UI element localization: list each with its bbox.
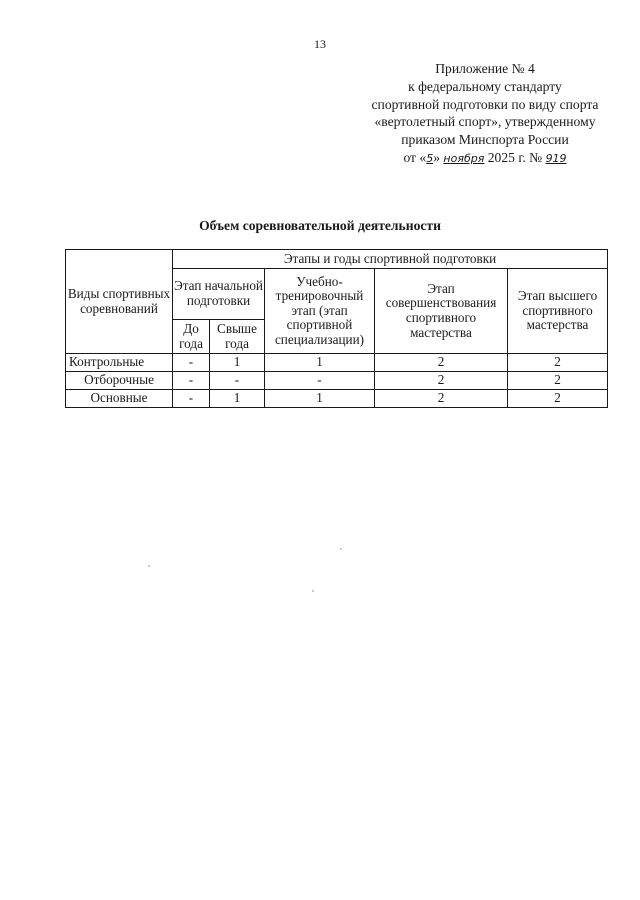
cell-value: 2 xyxy=(508,354,608,372)
scan-speck xyxy=(340,548,342,550)
cell-value: 2 xyxy=(508,372,608,390)
cell-value: - xyxy=(173,354,210,372)
appendix-line2: к федеральному стандарту xyxy=(408,78,562,94)
appendix-date-line xyxy=(340,149,630,168)
cell-value: 1 xyxy=(265,354,375,372)
header-initial-up-to-year: До года xyxy=(173,320,210,354)
appendix-line3: спортивной подготовки по виду спорта xyxy=(371,96,599,112)
cell-value: 2 xyxy=(375,354,508,372)
header-stage-training: Учебно-тренировочный этап (этап спортивной специализации) xyxy=(265,269,375,354)
scan-speck xyxy=(148,565,150,567)
date-quote: » xyxy=(433,149,440,165)
cell-value: - xyxy=(265,372,375,390)
date-year: 2025 г. № xyxy=(487,149,543,165)
cell-value: 2 xyxy=(508,390,608,408)
row-name: Основные xyxy=(66,390,173,408)
cell-value: - xyxy=(210,372,265,390)
table-row xyxy=(66,372,608,390)
cell-value: - xyxy=(173,372,210,390)
table-row xyxy=(66,354,608,372)
cell-value: 1 xyxy=(210,354,265,372)
competition-volume-table xyxy=(65,249,608,408)
header-competition-types: Виды спортивных соревнований xyxy=(66,250,173,354)
cell-value: - xyxy=(173,390,210,408)
header-stage-improvement: Этап совершенствования спортивного мастерства xyxy=(375,269,508,354)
date-month: ноября xyxy=(443,151,485,165)
header-stages-group: Этапы и годы спортивной подготовки xyxy=(173,250,608,269)
cell-value: 1 xyxy=(210,390,265,408)
document-title: Объем соревновательной деятельности xyxy=(199,218,441,233)
header-initial-over-year: Свыше года xyxy=(210,320,265,354)
table-header-row-1 xyxy=(66,250,608,269)
row-name: Контрольные xyxy=(66,354,173,372)
cell-value: 2 xyxy=(375,372,508,390)
header-stage-initial: Этап начальной подготовки xyxy=(173,269,265,320)
page-number: 13 xyxy=(314,37,326,51)
header-stage-higher: Этап высшего спортивного мастерства xyxy=(508,269,608,354)
appendix-header xyxy=(340,60,630,168)
cell-value: 2 xyxy=(375,390,508,408)
appendix-line4: «вертолетный спорт», утвержденному xyxy=(374,114,596,130)
date-day: 5 xyxy=(426,151,434,165)
appendix-line1: Приложение № 4 xyxy=(435,61,535,76)
date-prefix: от « xyxy=(403,149,427,165)
order-number: 919 xyxy=(545,151,567,165)
table-row xyxy=(66,390,608,408)
appendix-line5: приказом Минспорта России xyxy=(401,132,569,148)
cell-value: 1 xyxy=(265,390,375,408)
row-name: Отборочные xyxy=(66,372,173,390)
scan-speck xyxy=(312,590,314,592)
